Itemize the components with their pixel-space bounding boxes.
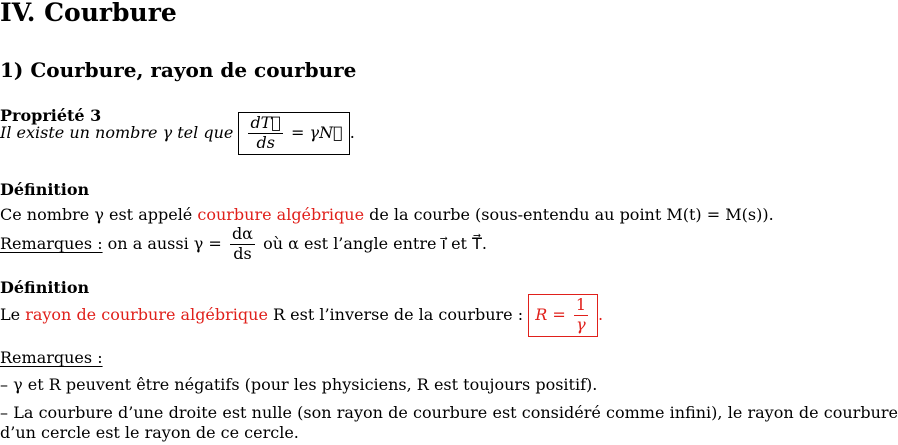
remark1-denominator: ds <box>233 243 252 263</box>
remark1 <box>0 226 487 263</box>
formula-rhs: = γN⃗ <box>291 122 343 142</box>
remarks2-line1: – γ et R peuvent être négatifs (pour les physiciens, R est toujours positif). <box>0 375 598 394</box>
definition1-text-before: Ce nombre γ est appelé <box>0 205 198 224</box>
definition2-formula-box <box>528 294 598 337</box>
property-text: Il existe un nombre γ tel que <box>0 122 234 142</box>
property-fraction <box>248 115 283 152</box>
property-period: . <box>349 122 355 142</box>
definition2-formula-lhs: R = <box>535 304 566 324</box>
definition1-highlight: courbure algébrique <box>197 205 365 224</box>
definition2-denominator: γ <box>576 314 586 334</box>
definition1-heading: Définition <box>0 180 90 199</box>
fraction-numerator: dT⃗ <box>250 113 281 132</box>
definition1-text-after: de la courbe (sous-entendu au point M(t) = M(s)). <box>364 205 774 224</box>
property-formula-box <box>238 112 349 155</box>
definition2-text <box>0 294 603 337</box>
definition2-heading: Définition <box>0 278 90 297</box>
definition2-text-before: Le <box>0 304 26 324</box>
definition2-highlight: rayon de courbure algébrique <box>25 304 268 324</box>
definition2-text-after: R est l’inverse de la courbure : <box>267 304 524 324</box>
property-heading: Propriété 3 <box>0 106 102 125</box>
section-title: IV. Courbure <box>0 0 177 27</box>
property-statement <box>0 112 355 155</box>
definition2-period: . <box>598 304 604 324</box>
definition2-numerator: 1 <box>575 295 587 314</box>
remarks2-label: Remarques : <box>0 348 103 367</box>
remark1-text-after: où α est l’angle entre ı⃗ et T⃗. <box>263 233 487 253</box>
definition1-text <box>0 205 774 224</box>
remark1-label: Remarques : <box>0 233 103 253</box>
remarks2-line2: – La courbure d’une droite est nulle (son rayon de courbure est considéré comme infini), le rayon de courbure d’un cercle est le rayon de ce cercle. <box>0 403 898 442</box>
fraction-denominator: ds <box>256 132 275 152</box>
remark1-fraction <box>230 226 255 263</box>
subsection-title: 1) Courbure, rayon de courbure <box>0 58 357 82</box>
remark1-numerator: dα <box>231 224 253 243</box>
definition2-fraction <box>574 297 588 334</box>
remark1-text-before: on a aussi γ = <box>102 233 222 253</box>
